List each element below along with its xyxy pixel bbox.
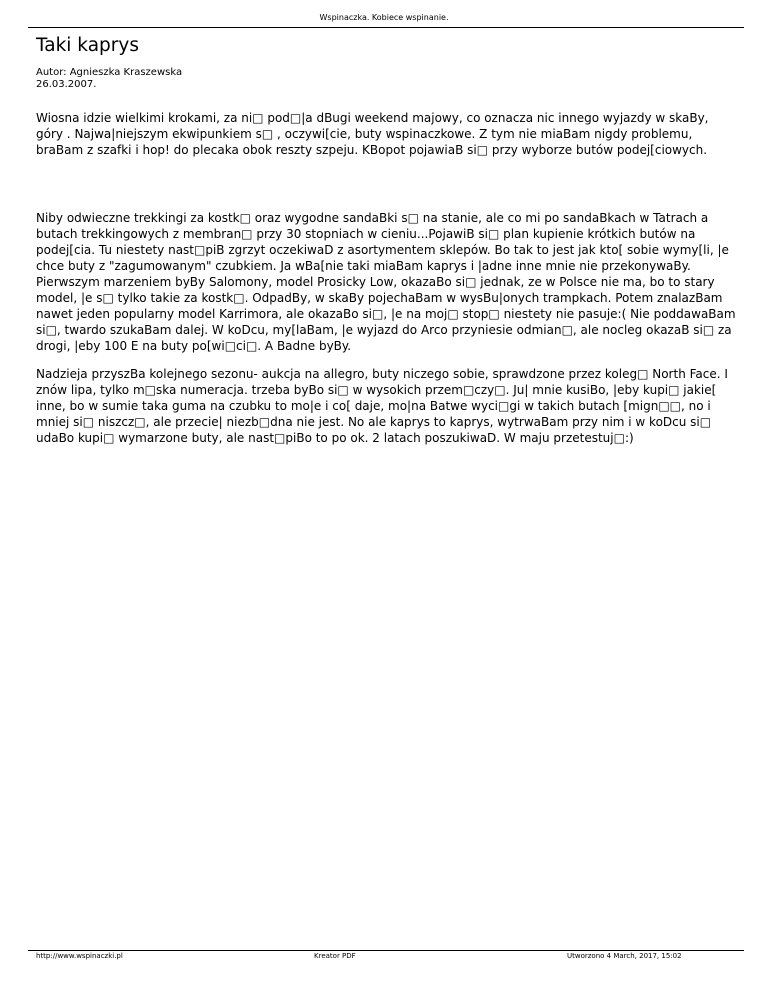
author-line: Autor: Agnieszka Kraszewska [36, 67, 183, 78]
article-paragraph-1 [36, 110, 736, 158]
header-site-title: Wspinaczka. Kobiece wspinanie. [319, 13, 449, 22]
paragraph-text: Nadzieja przyszBa kolejnego sezonu- aukcja na allegro, buty niczego sobie, sprawdzone przez koleg□ North Face. I znów lipa, tylko m□ska numeracja. trzeba byBo si□ w wysokich przem□czy□. Ju| mnie kusiBo, |eby kupi□ jakie[ inne, bo w sumie taka guma na czubku to mo|e i co[ daje, mo|na Batwe wyci□gi w takich butach [mign□□, no i mniej si□ niszcz□, ale przecie| niezb□dna nie jest. No ale kaprys to kaprys, wytrwaBam przy nim i w koDcu si□ udaBo kupi□ wymarzone buty, ale nast□piBo to po ok. 2 latach poszukiwaD. W maju przetestuj□:) [36, 367, 728, 445]
article-paragraph-3 [36, 366, 736, 446]
publish-date: 26.03.2007. [36, 79, 97, 90]
footer-url-link[interactable]: http://www.wspinaczki.pl [36, 952, 123, 960]
article-paragraph-2 [36, 210, 736, 354]
paragraph-text: Wiosna idzie wielkimi krokami, za ni□ pod□|a dBugi weekend majowy, co oznacza nic innego wyjazdy w skaBy, góry . Najwa|niejszym ekwipunkiem s□ , oczywi[cie, buty wspinaczkowe. Z tym nie miaBam nigdy problemu, braBam z szafki i hop! do plecaka obok reszty szpeju. KBopot pojawiaB si□ przy wyborze butów podej[ciowych. [36, 111, 709, 157]
article-meta [36, 67, 182, 91]
paragraph-text: Niby odwieczne trekkingi za kostk□ oraz wygodne sandaBki s□ na stanie, ale co mi po sandaBkach w Tatrach a butach trekkingowych z membran□ przy 30 stopniach w cieniu...PojawiB si□ plan kupienie krótkich butów na podej[cia. Tu niestety nast□piB zgrzyt oczekiwaD z asortymentem sklepów. Bo tak to jest jak kto[ sobie wymy[li, |e chce buty z "zagumowanym" czubkiem. Ja wBa[nie taki miaBam kaprys i |adne inne mnie nie przekonywaBy. Pierwszym marzeniem byBy Salomony, model Prosicky Low, okazaBo si□ jednak, ze w Polsce nie ma, bo to stary model, |e s□ tylko takie za kostk□. OdpadBy, w skaBy pojechaBam w wysBu|onych trampkach. Potem znalazBam nawet jeden popularny model Karrimora, ale okazaBo si□, |e na moj□ stop□ niestety nie pasuje:( Nie poddawaBam si□, twardo szukaBam dalej. W koDcu, my[laBam, |e wyjazd do Arco przyniesie odmian□, ale nocleg okazaB si□ za drogi, |eby 100 E na buty po[wi□ci□. A Badne byBy. [36, 211, 736, 353]
footer-divider [28, 950, 744, 951]
article-title: Taki kaprys [36, 35, 139, 56]
footer-generator: Kreator PDF [314, 952, 356, 960]
header-divider [28, 27, 744, 28]
footer-created-date: Utworzono 4 March, 2017, 15:02 [567, 952, 682, 960]
